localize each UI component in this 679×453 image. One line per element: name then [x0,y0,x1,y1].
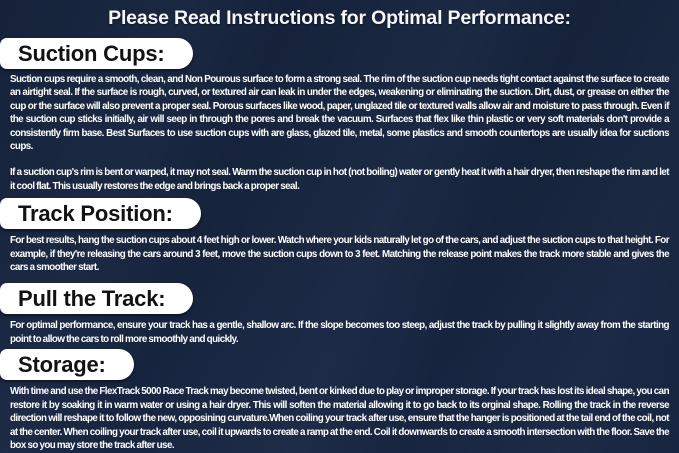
track-position-paragraph: For best results, hang the suction cups about 4 feet high or lower. Watch where your kids naturally let go of the cars, and adjust the suction cups to that height. For example, if they're releasing the cars around 3 feet, move the suction cups down to 3 feet. Matching the release point makes the track more stable and gives the cars a smoother start. [10,235,669,274]
section-heading-pill-track-position: Track Position: [0,198,201,229]
section-storage-heading-row [0,349,679,380]
section-track-position-heading-row [0,198,679,229]
page-title: Please Read Instructions for Optimal Performance: [108,7,571,29]
section-pull-the-track-heading-row [0,283,679,314]
section-heading-pill-suction-cups: Suction Cups: [0,38,193,69]
pull-the-track-paragraph: For optimal performance, ensure your track has a gentle, shallow arc. If the slope becomes too steep, adjust the track by pulling it slightly away from the starting point to allow the cars to roll more smoothly and quickly. [10,320,669,345]
suction-cups-paragraph-1: Suction cups require a smooth, clean, and Non Pourous surface to form a strong seal. The rim of the suction cup needs tight contact against the surface to create an airtight seal. If the surface is rough, curved, or textured air can leak in under the edges, weakening or eliminating the suction. Dirt, dust, or grease on either the cup or the surface will also prevent a proper seal. Porous surfaces like wood, paper, unglazed tile or textured walls allow air and moisture to pass through. Even if the suction cup sticks initially, air will seep in through the pores and break the vacuum. Surfaces that flex like thin plastic or very soft materials don't provide a consistently firm base. Best Surfaces to use suction cups with are glass, glazed tile, metal, some plastics and smooth countertops are usually idea for suctions cups. [10,74,669,153]
section-suction-cups-heading-row [0,38,679,69]
section-heading-pill-storage: Storage: [0,349,134,380]
section-heading-pill-pull-the-track: Pull the Track: [0,283,193,314]
storage-paragraph: With time and use the FlexTrack 5000 Race Track may become twisted, bent or kinked due to play or improper storage. If your track has lost its ideal shape, you can restore it by soaking it in warm water or using a hair dryer. This will soften the material allowing it to go back to its orginal shape. Rolling the track in the reverse direction will reshape it to follow the new, opposining curvature.When coiling your track after use, ensure that the hanger is positioned at the tail end of the coil, not at the center. When coiling your track after use, coil it upwards to create a ramp at the end. Coil it downwards to create a smooth intersection with the floor. Save the box so you may store the track after use. [10,386,669,451]
suction-cups-paragraph-2: If a suction cup's rim is bent or warped, it may not seal. Warm the suction cup in hot (not boiling) water or gently heat it with a hair dryer, then reshape the rim and let it cool flat. This usually restores the edge and brings back a proper seal. [10,167,669,192]
